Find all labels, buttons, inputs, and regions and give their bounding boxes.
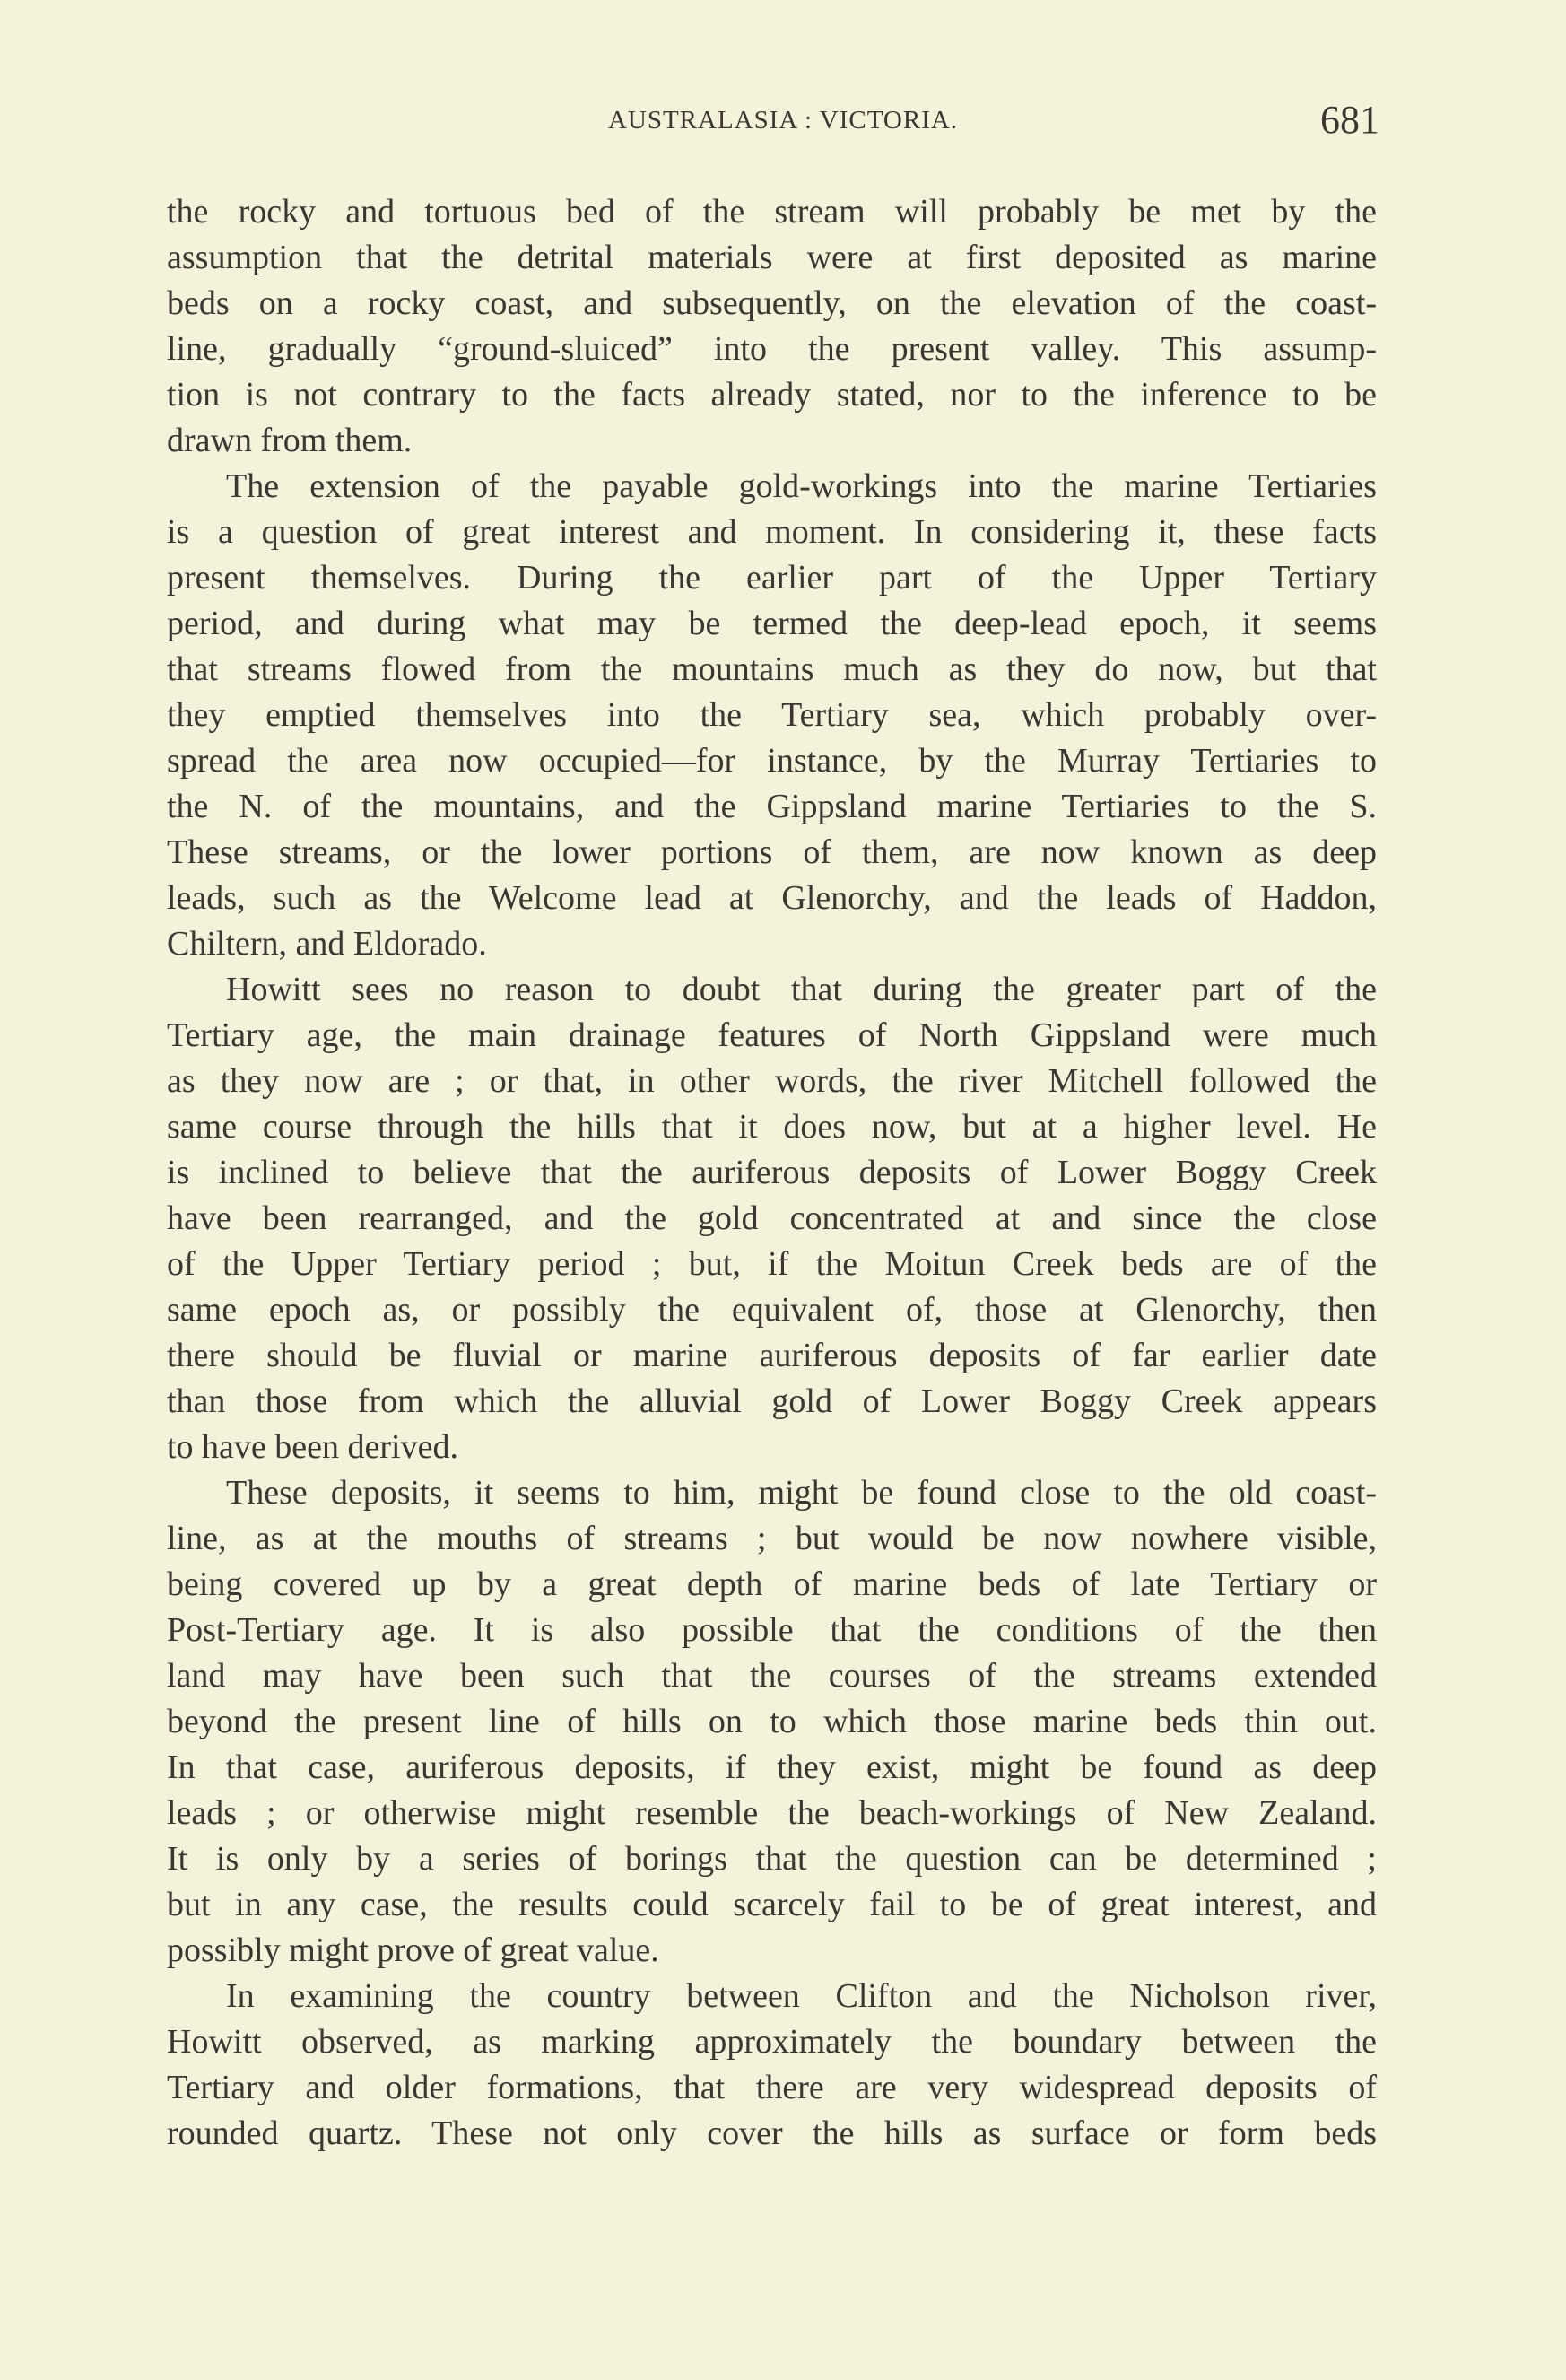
paragraph [167, 1974, 1377, 2157]
text-line: These deposits, it seems to him, might be found close to the old coast- [226, 1474, 1377, 1512]
text-line: that streams flowed from the mountains much as they do now, but that [167, 650, 1377, 688]
text-line: there should be fluvial or marine auriferous deposits of far earlier date [167, 1337, 1377, 1374]
page-number: 681 [1320, 98, 1379, 142]
text-line: Post-Tertiary age. It is also possible that the conditions of the then [167, 1611, 1377, 1649]
text-line: Chiltern, and Eldorado. [167, 925, 487, 963]
text-line: leads ; or otherwise might resemble the beach-workings of New Zealand. [167, 1794, 1377, 1832]
text-line: line, gradually “ground-sluiced” into the present valley. This assump- [167, 330, 1377, 368]
text-line: possibly might prove of great value. [167, 1931, 659, 1969]
text-line: In examining the country between Clifton and the Nicholson river, [226, 1977, 1377, 2015]
paragraph [167, 1470, 1377, 1974]
text-line: It is only by a series of borings that the question can be determined ; [167, 1840, 1377, 1878]
paragraph [167, 189, 1377, 464]
text-line: Howitt observed, as marking approximately the boundary between the [167, 2023, 1377, 2061]
text-line: present themselves. During the earlier part of the Upper Tertiary [167, 559, 1377, 597]
text-line: of the Upper Tertiary period ; but, if the Moitun Creek beds are of the [167, 1245, 1377, 1283]
text-line: rounded quartz. These not only cover the hills as surface or form beds [167, 2114, 1377, 2152]
text-line: than those from which the alluvial gold of Lower Boggy Creek appears [167, 1382, 1377, 1420]
text-line: period, and during what may be termed the deep-lead epoch, it seems [167, 605, 1377, 642]
running-title: AUSTRALASIA : VICTORIA. [607, 106, 959, 135]
text-line: being covered up by a great depth of marine beds of late Tertiary or [167, 1565, 1377, 1603]
body-text [167, 189, 1377, 2157]
text-line: same course through the hills that it does now, but at a higher level. He [167, 1108, 1377, 1146]
text-line: line, as at the mouths of streams ; but would be now nowhere visible, [167, 1520, 1377, 1557]
text-line: Tertiary and older formations, that there are very widespread deposits of [167, 2069, 1377, 2106]
text-line: In that case, auriferous deposits, if they exist, might be found as deep [167, 1748, 1377, 1786]
text-line: the rocky and tortuous bed of the stream will probably be met by the [167, 193, 1377, 231]
text-line: is inclined to believe that the auriferous deposits of Lower Boggy Creek [167, 1154, 1377, 1191]
text-line: but in any case, the results could scarcely fail to be of great interest, and [167, 1886, 1377, 1923]
text-line: Howitt sees no reason to doubt that during the greater part of the [226, 971, 1377, 1008]
text-line: assumption that the detrital materials were at first deposited as marine [167, 239, 1377, 276]
text-line: The extension of the payable gold-workings into the marine Tertiaries [226, 467, 1377, 505]
text-line: land may have been such that the courses of the streams extended [167, 1657, 1377, 1695]
text-line: tion is not contrary to the facts already stated, nor to the inference to be [167, 376, 1377, 414]
text-line: is a question of great interest and moment. In considering it, these facts [167, 513, 1377, 551]
text-line: the N. of the mountains, and the Gippsland marine Tertiaries to the S. [167, 788, 1377, 825]
text-line: These streams, or the lower portions of them, are now known as deep [167, 833, 1377, 871]
text-line: drawn from them. [167, 422, 413, 459]
text-line: same epoch as, or possibly the equivalent of, those at Glenorchy, then [167, 1291, 1377, 1329]
text-line: they emptied themselves into the Tertiary sea, which probably over- [167, 696, 1377, 734]
text-line: as they now are ; or that, in other words, the river Mitchell followed the [167, 1062, 1377, 1100]
paragraph [167, 464, 1377, 967]
text-line: to have been derived. [167, 1428, 458, 1466]
paragraph [167, 967, 1377, 1470]
text-line: have been rearranged, and the gold concentrated at and since the close [167, 1199, 1377, 1237]
text-line: beyond the present line of hills on to which those marine beds thin out. [167, 1703, 1377, 1740]
text-line: spread the area now occupied—for instance, by the Murray Tertiaries to [167, 742, 1377, 780]
text-line: beds on a rocky coast, and subsequently, on the elevation of the coast- [167, 284, 1377, 322]
text-line: leads, such as the Welcome lead at Glenorchy, and the leads of Haddon, [167, 879, 1377, 917]
text-line: Tertiary age, the main drainage features of North Gippsland were much [167, 1016, 1377, 1054]
